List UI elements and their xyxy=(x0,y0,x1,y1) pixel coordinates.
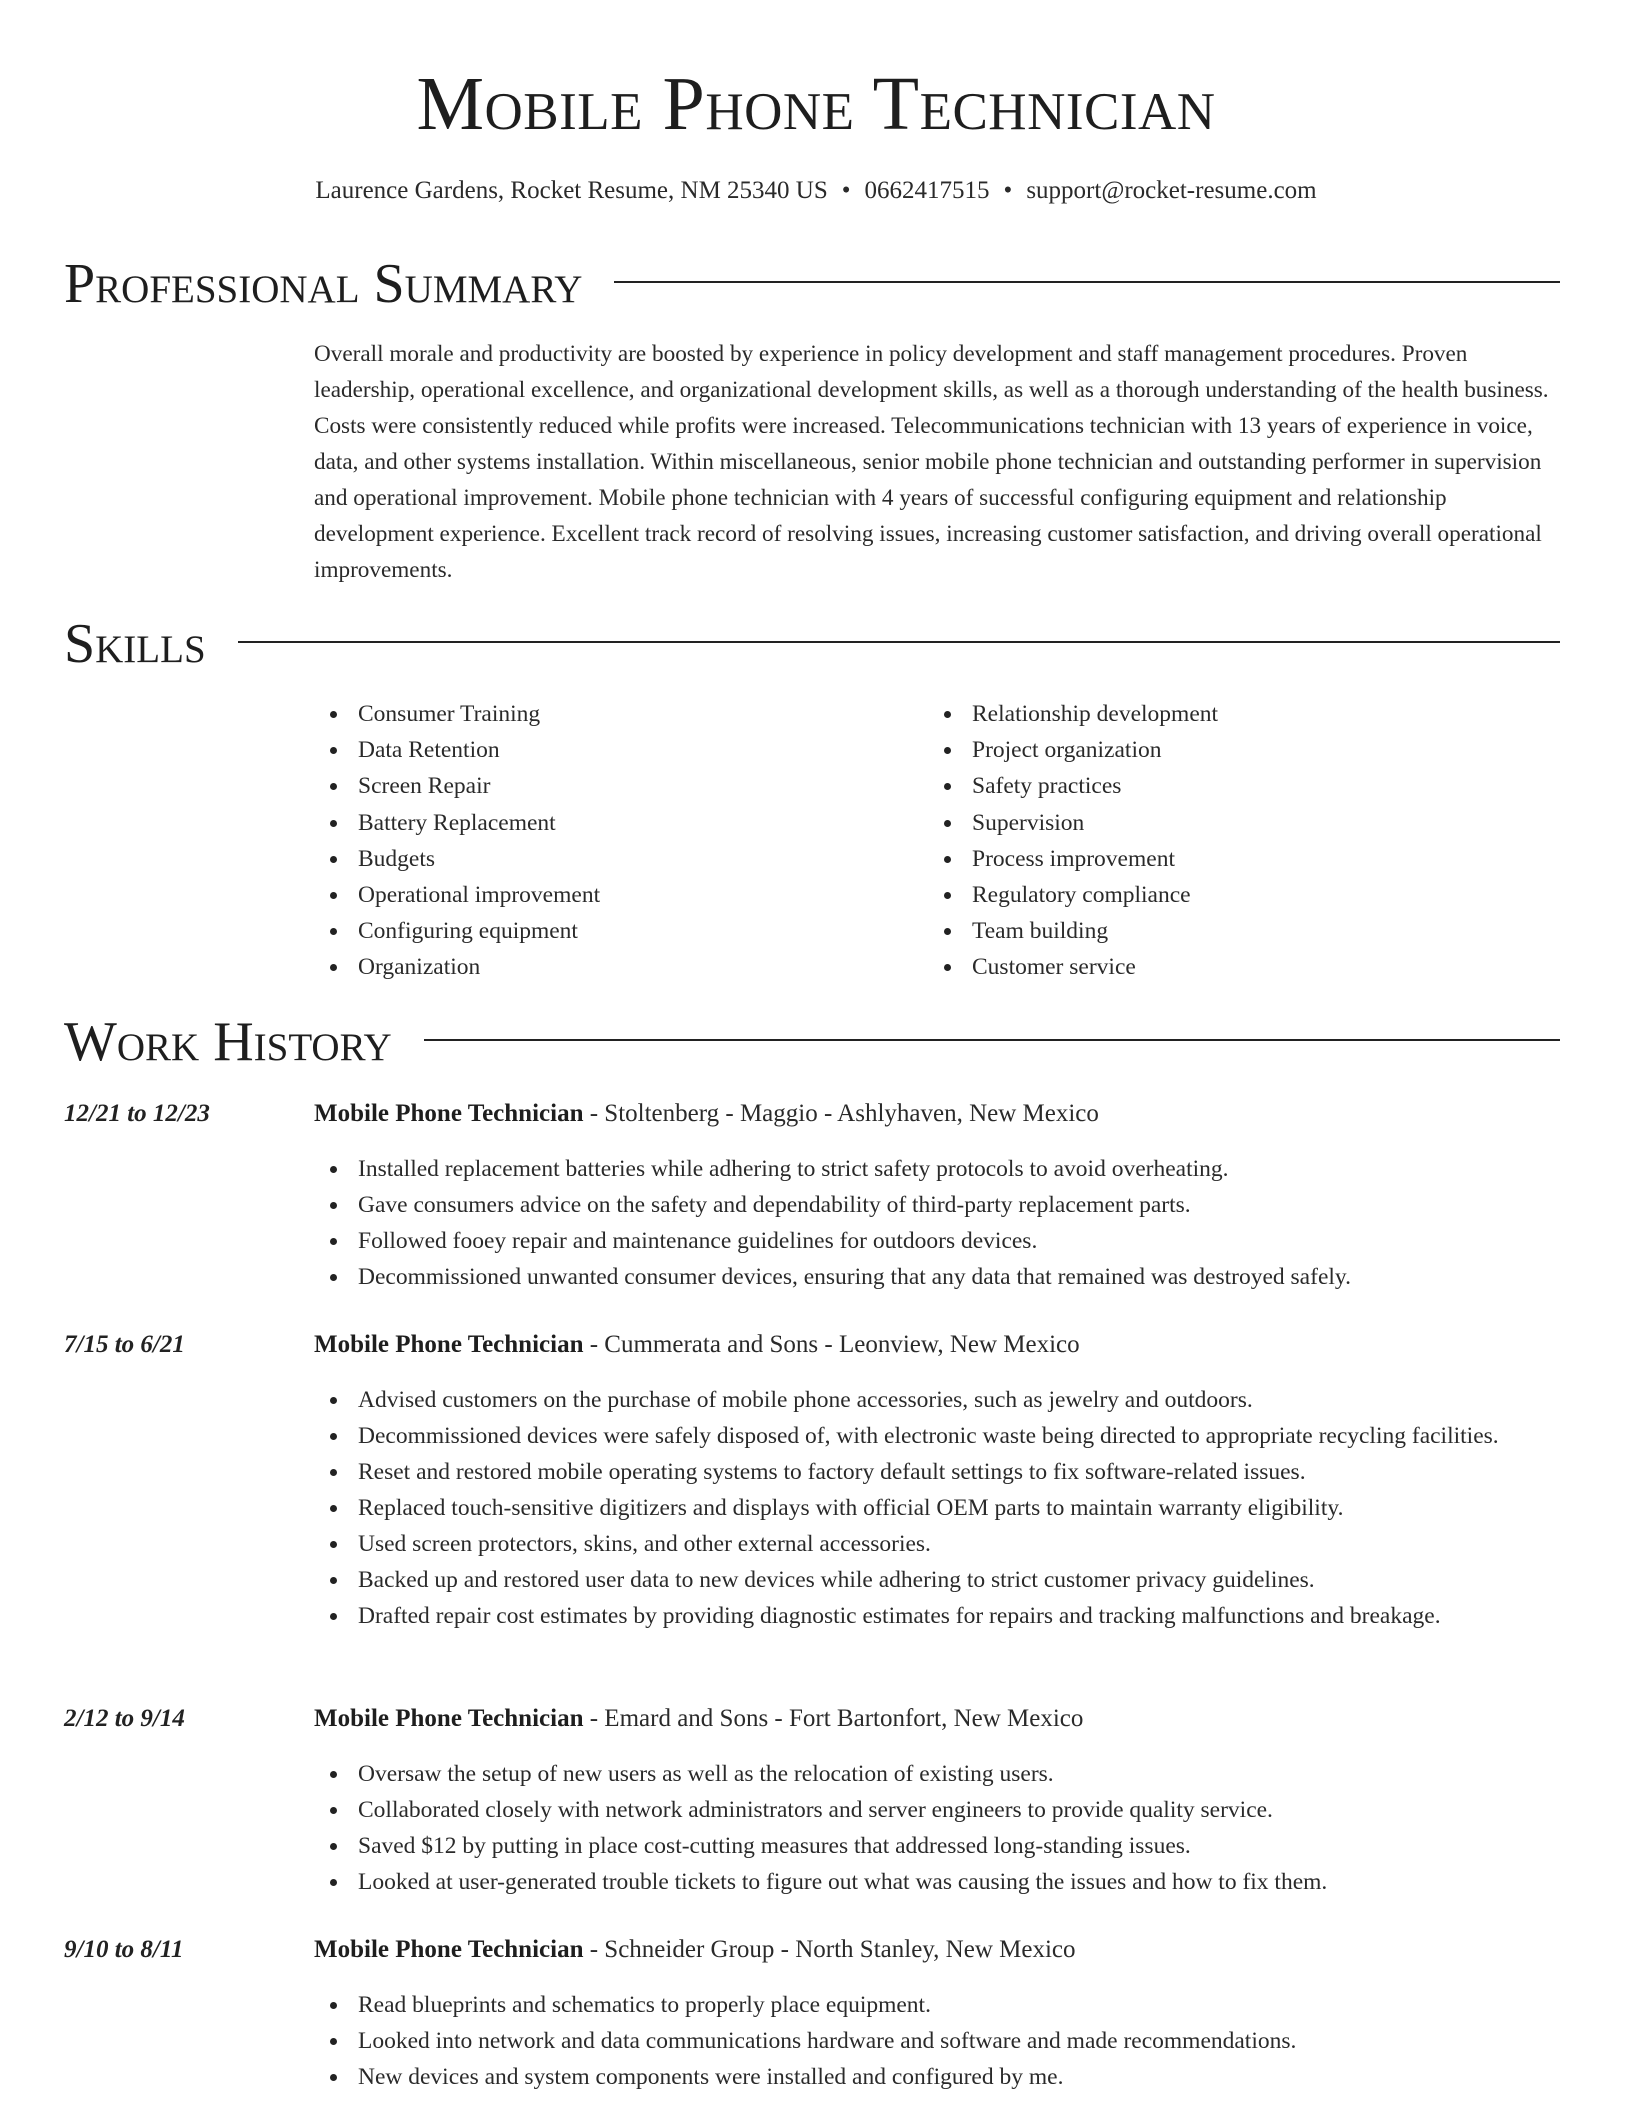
skill-item: Budgets xyxy=(314,841,600,877)
job-bullet: Backed up and restored user data to new devices while adhering to strict customer privacy guidelines. xyxy=(314,1562,1560,1598)
job-dates: 7/15 to 6/21 xyxy=(64,1331,185,1358)
section-divider xyxy=(614,281,1560,283)
job-bullets xyxy=(314,1151,1560,1295)
job-bullet: Installed replacement batteries while adhering to strict safety protocols to avoid overheating. xyxy=(314,1151,1560,1187)
job-dates: 2/12 to 9/14 xyxy=(64,1705,185,1732)
job-bullet: Reset and restored mobile operating systems to factory default settings to fix software-related issues. xyxy=(314,1454,1560,1490)
job-title-line xyxy=(314,1097,1560,1131)
job-details: - Stoltenberg - Maggio - Ashlyhaven, New Mexico xyxy=(583,1100,1099,1127)
job-bullet: Replaced touch-sensitive digitizers and displays with official OEM parts to maintain warranty eligibility. xyxy=(314,1490,1560,1526)
job-bullet: Looked at user-generated trouble tickets to figure out what was causing the issues and how to fix them. xyxy=(314,1864,1560,1900)
contact-line xyxy=(0,174,1632,208)
skill-item: Project organization xyxy=(928,732,1218,768)
job-bullet: Saved $12 by putting in place cost-cutting measures that addressed long-standing issues. xyxy=(314,1828,1560,1864)
summary-section-header xyxy=(64,252,1560,316)
skill-item: Regulatory compliance xyxy=(928,877,1218,913)
job-dates: 12/21 to 12/23 xyxy=(64,1100,210,1127)
section-divider xyxy=(238,641,1560,643)
job-bullet: Decommissioned devices were safely disposed of, with electronic waste being directed to appropriate recycling facilities. xyxy=(314,1418,1560,1454)
work-section-header xyxy=(64,1010,1560,1074)
summary-paragraph: Overall morale and productivity are boosted by experience in policy development and staff management procedures. Proven leadership, operational excellence, and organizational development skills, as well as a thorough understanding of the health business. Costs were consistently reduced while profits were increased. Telecommunications technician with 13 years of experience in voice, data, and other systems installation. Within miscellaneous, senior mobile phone technician and outstanding performer in supervision and operational improvement. Mobile phone technician with 4 years of successful configuring equipment and relationship development experience. Excellent track record of resolving issues, increasing customer satisfaction, and driving overall operational improvements. xyxy=(314,341,1549,583)
contact-separator: • xyxy=(841,177,851,204)
job-bullet: New devices and system components were installed and configured by me. xyxy=(314,2059,1560,2095)
job-bullet: Oversaw the setup of new users as well as the relocation of existing users. xyxy=(314,1756,1560,1792)
job-bullets xyxy=(314,1756,1560,1900)
skill-item: Safety practices xyxy=(928,768,1218,804)
job-bullet: Collaborated closely with network administrators and server engineers to provide quality service. xyxy=(314,1792,1560,1828)
job-bullet: Followed fooey repair and maintenance guidelines for outdoors devices. xyxy=(314,1223,1560,1259)
skill-item: Organization xyxy=(314,949,600,985)
section-divider xyxy=(424,1039,1560,1041)
skill-item: Customer service xyxy=(928,949,1218,985)
skill-item: Data Retention xyxy=(314,732,600,768)
job-bullet: Used screen protectors, skins, and other external accessories. xyxy=(314,1526,1560,1562)
job-title: Mobile Phone Technician xyxy=(314,1705,584,1732)
skills-section-title: Skills xyxy=(64,613,206,675)
job-bullet: Decommissioned unwanted consumer devices, ensuring that any data that remained was destroyed safely. xyxy=(314,1259,1560,1295)
job-bullet: Advised customers on the purchase of mobile phone accessories, such as jewelry and outdoors. xyxy=(314,1382,1560,1418)
skill-item: Process improvement xyxy=(928,841,1218,877)
skill-item: Screen Repair xyxy=(314,768,600,804)
contact-separator: • xyxy=(1003,177,1013,204)
summary-section-title: Professional Summary xyxy=(64,253,583,315)
contact-phone: 0662417515 xyxy=(864,177,990,204)
job-dates: 9/10 to 8/11 xyxy=(64,1936,184,1963)
job-title: Mobile Phone Technician xyxy=(314,1331,584,1358)
skills-section-header xyxy=(64,612,1560,676)
job-bullet: Looked into network and data communications hardware and software and made recommendations. xyxy=(314,2023,1560,2059)
job-details: - Cummerata and Sons - Leonview, New Mexico xyxy=(583,1331,1080,1358)
skill-item: Consumer Training xyxy=(314,696,600,732)
job-bullet: Drafted repair cost estimates by providing diagnostic estimates for repairs and tracking malfunctions and breakage. xyxy=(314,1598,1560,1634)
job-title-line xyxy=(314,1933,1560,1967)
skills-list-right xyxy=(928,696,1218,986)
skill-item: Relationship development xyxy=(928,696,1218,732)
resume-name-heading: Mobile Phone Technician xyxy=(416,62,1216,146)
skills-list-left xyxy=(314,696,600,986)
skill-item: Team building xyxy=(928,913,1218,949)
work-section-title: Work History xyxy=(64,1011,392,1073)
job-bullet: Gave consumers advice on the safety and dependability of third-party replacement parts. xyxy=(314,1187,1560,1223)
skill-item: Configuring equipment xyxy=(314,913,600,949)
skill-item: Operational improvement xyxy=(314,877,600,913)
contact-address: Laurence Gardens, Rocket Resume, NM 25340 US xyxy=(315,177,828,204)
job-title-line xyxy=(314,1702,1560,1736)
job-bullet: Read blueprints and schematics to properly place equipment. xyxy=(314,1987,1560,2023)
job-details: - Schneider Group - North Stanley, New Mexico xyxy=(583,1936,1076,1963)
job-bullets xyxy=(314,1382,1560,1634)
skill-item: Battery Replacement xyxy=(314,805,600,841)
job-details: - Emard and Sons - Fort Bartonfort, New Mexico xyxy=(583,1705,1084,1732)
job-title: Mobile Phone Technician xyxy=(314,1100,584,1127)
job-title: Mobile Phone Technician xyxy=(314,1936,584,1963)
skill-item: Supervision xyxy=(928,805,1218,841)
job-bullets xyxy=(314,1987,1560,2095)
contact-email: support@rocket-resume.com xyxy=(1026,177,1317,204)
job-title-line xyxy=(314,1328,1560,1362)
